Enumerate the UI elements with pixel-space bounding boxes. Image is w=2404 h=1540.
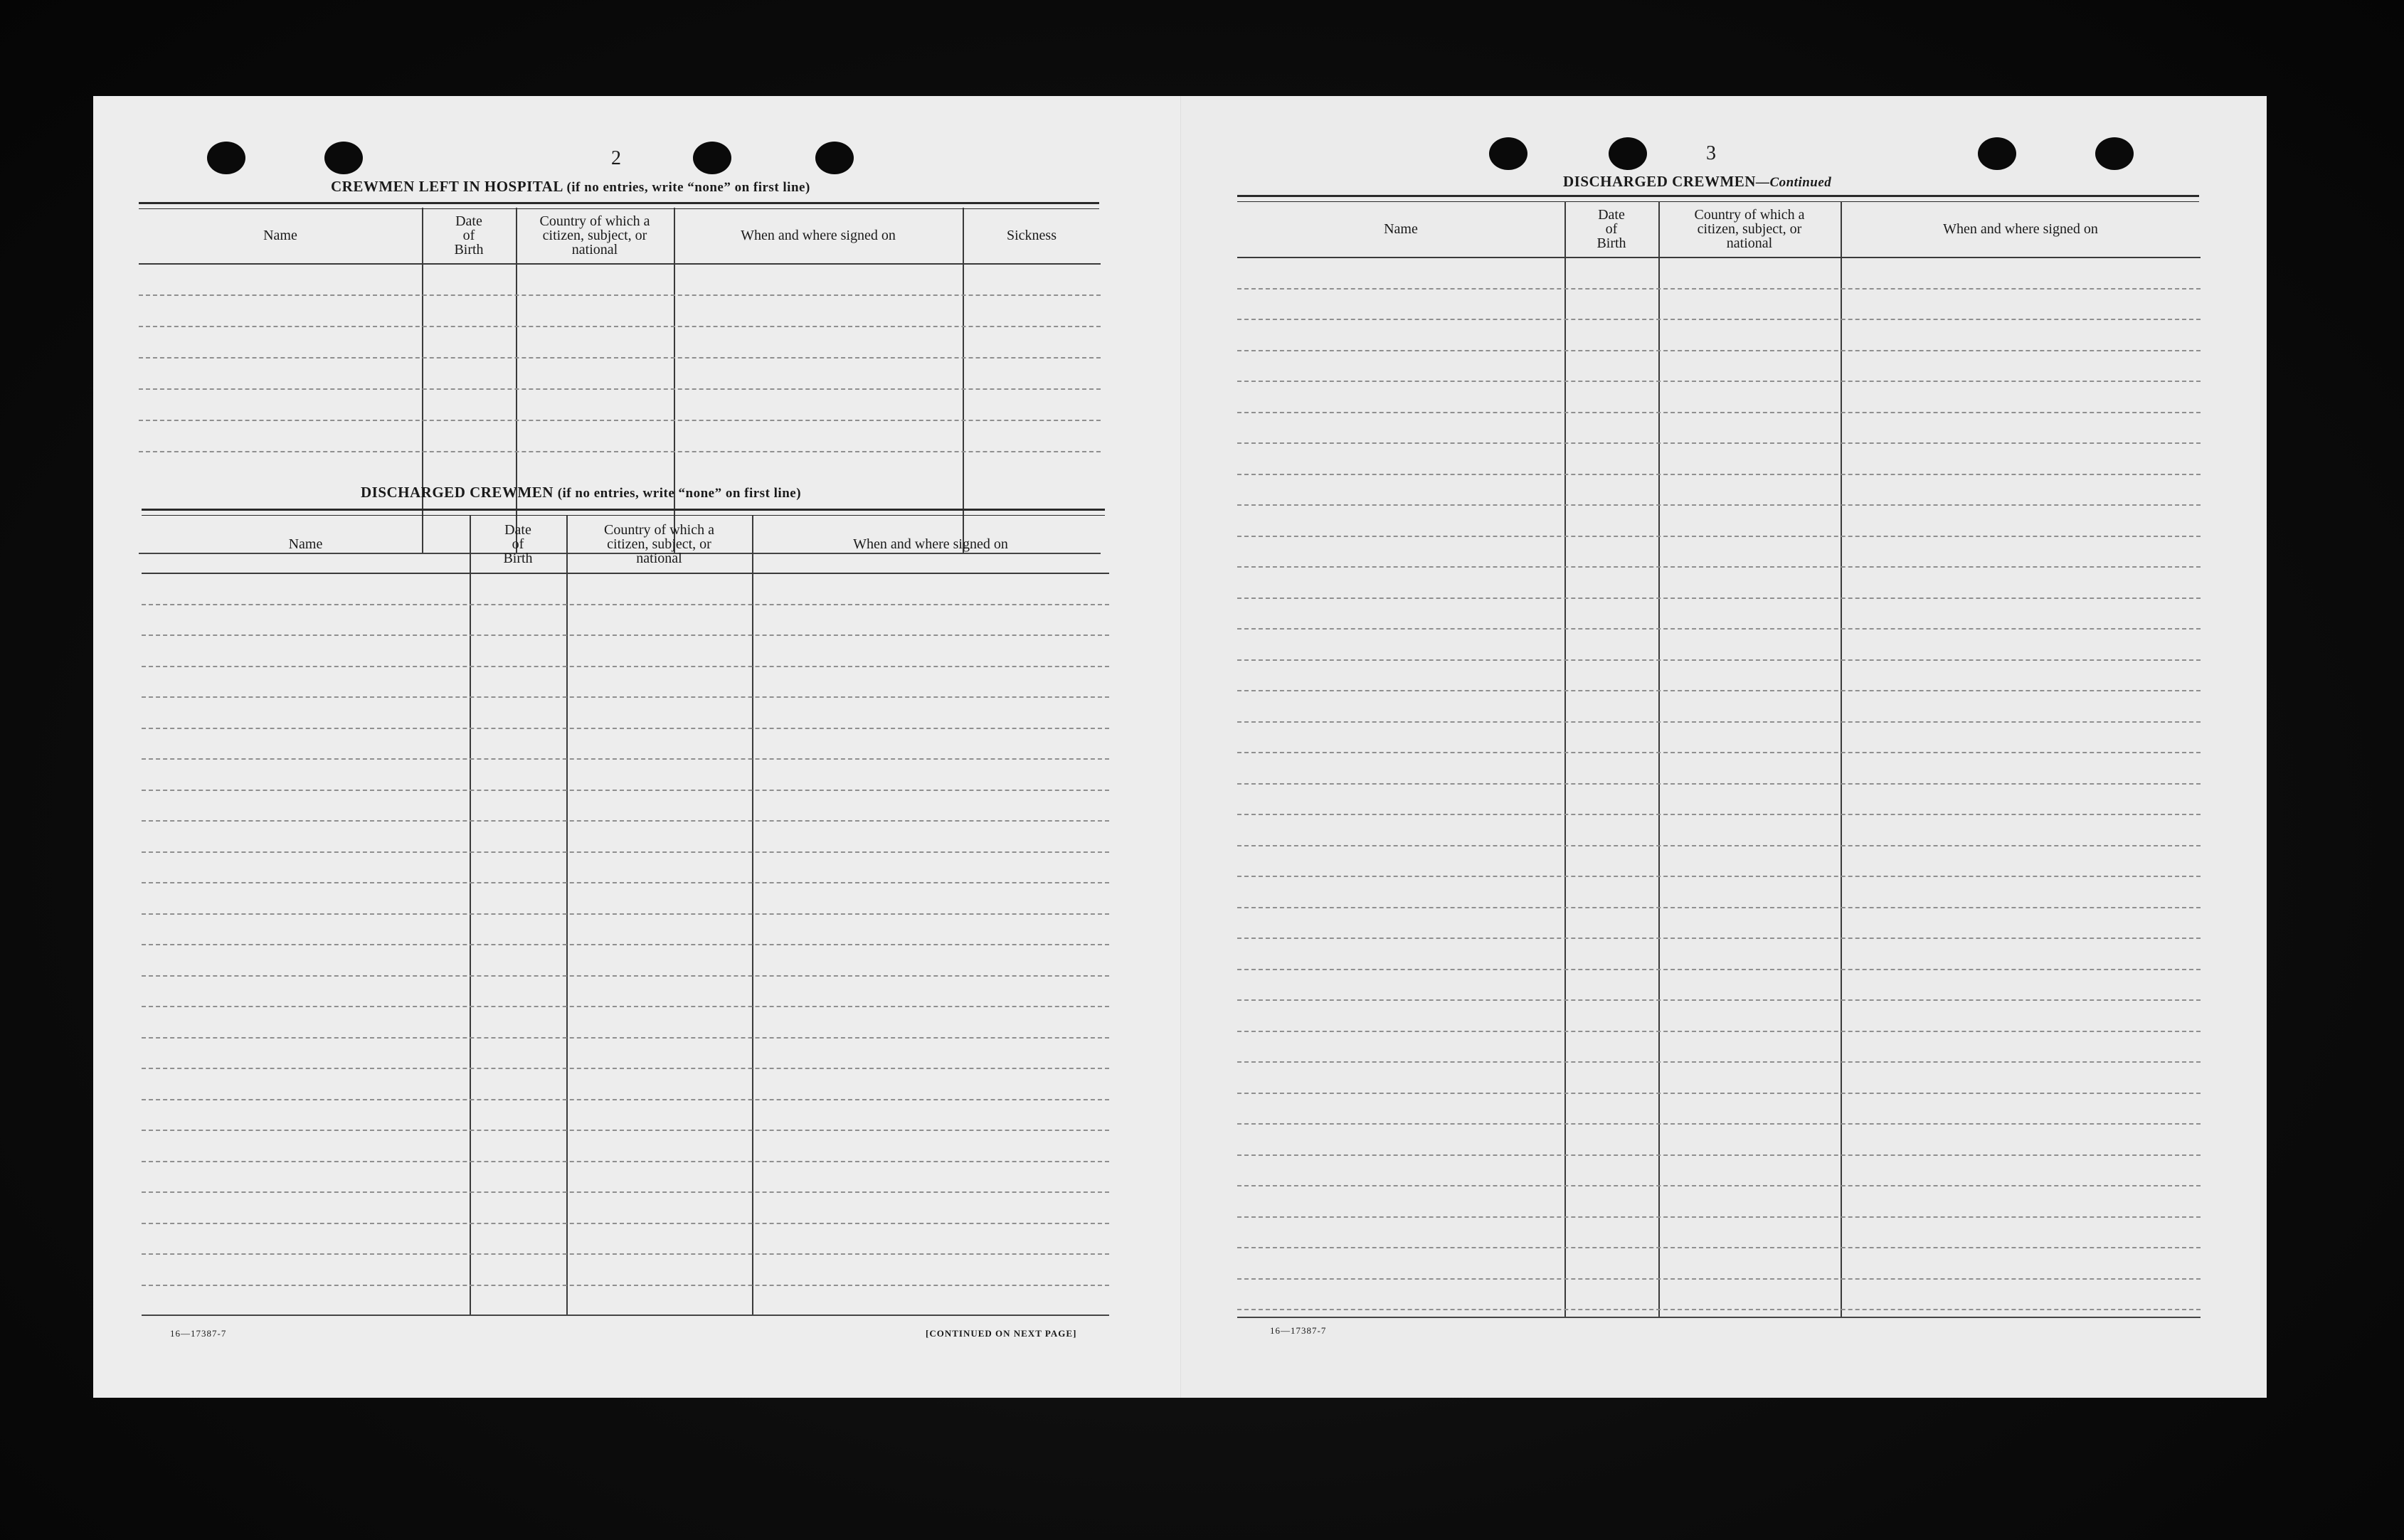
entry-line[interactable] — [1237, 752, 2201, 753]
punch-hole — [693, 142, 731, 174]
entry-line[interactable] — [142, 666, 1109, 667]
entry-line[interactable] — [1237, 659, 2201, 661]
entry-line[interactable] — [1237, 783, 2201, 785]
discharged-continued-title-text: DISCHARGED CREWMEN — [1563, 173, 1756, 190]
entry-line[interactable] — [1237, 442, 2201, 444]
column-header: Country of which a citizen, subject, or national — [539, 213, 650, 257]
column-divider — [516, 208, 517, 554]
entry-line[interactable] — [142, 758, 1109, 760]
entry-line[interactable] — [1237, 1309, 2201, 1310]
column-header: Sickness — [1007, 228, 1057, 243]
entry-line[interactable] — [1237, 1216, 2201, 1218]
entry-line[interactable] — [142, 944, 1109, 945]
entry-line[interactable] — [1237, 319, 2201, 320]
column-divider — [1564, 201, 1566, 1318]
entry-line[interactable] — [1237, 814, 2201, 815]
column-header: When and where signed on — [741, 228, 896, 243]
entry-line[interactable] — [1237, 907, 2201, 908]
page-number: 3 — [1706, 142, 1716, 164]
entry-line[interactable] — [142, 696, 1109, 698]
entry-line[interactable] — [1237, 536, 2201, 537]
entry-line[interactable] — [139, 357, 1101, 359]
entry-line[interactable] — [1237, 504, 2201, 506]
discharged-title-text: DISCHARGED CREWMEN — [361, 484, 554, 501]
entry-line[interactable] — [1237, 690, 2201, 691]
column-header: Date of Birth — [454, 213, 484, 257]
entry-line[interactable] — [142, 1006, 1109, 1007]
entry-line[interactable] — [142, 728, 1109, 729]
column-header: Country of which a citizen, subject, or national — [1694, 207, 1805, 251]
entry-line[interactable] — [142, 1285, 1109, 1286]
entry-line[interactable] — [142, 913, 1109, 915]
column-divider — [963, 208, 964, 554]
entry-line[interactable] — [1237, 999, 2201, 1001]
column-header: Name — [288, 536, 323, 552]
punch-hole — [815, 142, 854, 174]
hospital-title-text: CREWMEN LEFT IN HOSPITAL — [331, 178, 563, 195]
column-header: Country of which a citizen, subject, or national — [604, 522, 714, 566]
entry-line[interactable] — [142, 1068, 1109, 1069]
punch-hole — [2095, 137, 2134, 170]
entry-line[interactable] — [142, 882, 1109, 883]
form-code: 16—17387-7 — [1270, 1325, 1327, 1336]
entry-line[interactable] — [1237, 350, 2201, 351]
column-header: Name — [263, 228, 297, 243]
entry-line[interactable] — [139, 294, 1101, 296]
left-page — [93, 96, 1182, 1398]
table-bottom-rule — [142, 1315, 1109, 1316]
discharged-continued-table — [1237, 201, 2201, 1318]
entry-line[interactable] — [1237, 1123, 2201, 1125]
column-divider — [422, 208, 423, 554]
header-baseline — [139, 263, 1101, 265]
entry-line[interactable] — [1237, 876, 2201, 877]
entry-line[interactable] — [1237, 288, 2201, 290]
entry-line[interactable] — [1237, 1093, 2201, 1094]
hospital-subtitle-text: (if no entries, write “none” on first line) — [566, 180, 810, 195]
column-header: Name — [1384, 221, 1418, 237]
entry-line[interactable] — [1237, 1061, 2201, 1063]
punch-hole — [324, 142, 363, 174]
entry-line[interactable] — [1237, 412, 2201, 413]
entry-line[interactable] — [142, 851, 1109, 853]
column-divider — [674, 208, 675, 554]
entry-line[interactable] — [139, 420, 1101, 421]
entry-line[interactable] — [1237, 1185, 2201, 1186]
discharged-subtitle-text: (if no entries, write “none” on first line) — [557, 486, 802, 501]
hospital-section-title — [331, 178, 810, 196]
punch-hole — [1978, 137, 2016, 170]
entry-line[interactable] — [1237, 721, 2201, 723]
discharged-section-title — [361, 484, 801, 501]
punch-hole — [207, 142, 245, 174]
entry-line[interactable] — [1237, 566, 2201, 568]
continued-label: —Continued — [1755, 175, 1832, 190]
entry-line[interactable] — [142, 1037, 1109, 1039]
column-header: Date of Birth — [1597, 207, 1626, 251]
page-number: 2 — [611, 147, 621, 169]
column-header: When and where signed on — [853, 536, 1008, 552]
entry-line[interactable] — [142, 1191, 1109, 1193]
header-baseline — [1237, 257, 2201, 258]
table-bottom-rule — [1237, 1317, 2201, 1318]
entry-line[interactable] — [1237, 598, 2201, 599]
entry-line[interactable] — [142, 1253, 1109, 1255]
entry-line[interactable] — [142, 1130, 1109, 1131]
entry-line[interactable] — [1237, 381, 2201, 382]
entry-line[interactable] — [142, 634, 1109, 636]
punch-hole — [1489, 137, 1527, 170]
entry-line[interactable] — [1237, 474, 2201, 475]
form-code: 16—17387-7 — [170, 1328, 227, 1339]
entry-line[interactable] — [142, 1099, 1109, 1100]
entry-line[interactable] — [1237, 1247, 2201, 1248]
discharged-table — [142, 516, 1109, 1316]
right-page — [1182, 96, 2267, 1398]
entry-line[interactable] — [142, 1223, 1109, 1224]
entry-line[interactable] — [139, 451, 1101, 452]
column-divider — [1841, 201, 1842, 1318]
column-header: Date of Birth — [503, 522, 533, 566]
discharged-continued-title — [1563, 173, 1831, 191]
entry-line[interactable] — [1237, 1154, 2201, 1156]
column-divider — [1658, 201, 1660, 1318]
hospital-table — [139, 208, 1101, 554]
discharged-top-rule — [142, 509, 1105, 516]
entry-line[interactable] — [142, 604, 1109, 605]
continued-note: [CONTINUED ON NEXT PAGE] — [926, 1328, 1077, 1339]
entry-line[interactable] — [1237, 845, 2201, 846]
entry-line[interactable] — [1237, 1278, 2201, 1280]
entry-line[interactable] — [1237, 628, 2201, 630]
entry-line[interactable] — [142, 975, 1109, 977]
entry-line[interactable] — [1237, 1031, 2201, 1032]
entry-line[interactable] — [1237, 938, 2201, 939]
entry-line[interactable] — [142, 790, 1109, 791]
entry-line[interactable] — [139, 326, 1101, 327]
entry-line[interactable] — [139, 388, 1101, 390]
entry-line[interactable] — [1237, 969, 2201, 970]
entry-line[interactable] — [142, 820, 1109, 822]
column-header: When and where signed on — [1943, 221, 2098, 237]
entry-line[interactable] — [142, 1161, 1109, 1162]
header-baseline — [142, 573, 1109, 574]
punch-hole — [1609, 137, 1647, 170]
